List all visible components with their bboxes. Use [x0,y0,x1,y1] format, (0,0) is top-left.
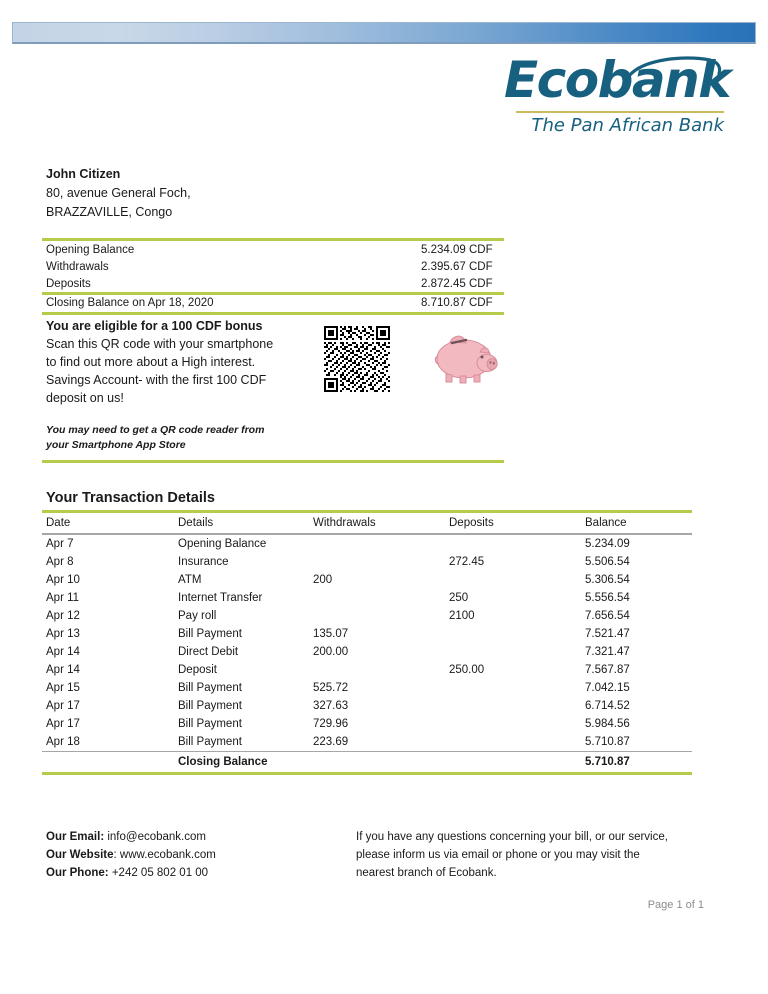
table-row [42,589,692,607]
customer-name: John Citizen [46,167,121,181]
cell-details: Bill Payment [178,735,242,748]
summary-label: Opening Balance [46,243,135,256]
footer-website-value[interactable]: : www.ecobank.com [113,849,216,861]
cell-balance: 7.042.15 [585,681,630,694]
cell-details: Bill Payment [178,699,242,712]
account-summary [42,238,504,315]
logo-tagline: The Pan African Bank [531,115,724,136]
footer-message-line-2: please inform us via email or phone or you may visit the [356,849,640,861]
bonus-bottom-rule [42,460,504,463]
column-header-withdrawals: Withdrawals [313,517,376,529]
cell-date: Apr 15 [46,681,80,694]
cell-details: Direct Debit [178,645,239,658]
cell-date: Apr 8 [46,555,74,568]
cell-balance: 7.521.47 [585,627,630,640]
footer-email-label: Our Email: [46,831,105,843]
cell-balance: 7.321.47 [585,645,630,658]
cell-details: Bill Payment [178,681,242,694]
summary-value: 2.872.45 CDF [421,277,493,290]
summary-row-deposits [42,275,504,292]
cell-date: Apr 14 [46,663,80,676]
footer-email-value[interactable]: info@ecobank.com [107,831,206,843]
cell-date: Apr 17 [46,717,80,730]
footer-website-label: Our Website [46,849,114,861]
bonus-body-line-2: to find out more about a High interest. [46,355,256,369]
cell-deposits: 2100 [449,609,475,622]
summary-value: 2.395.67 CDF [421,260,493,273]
cell-balance: 5.306.54 [585,573,630,586]
cell-balance: 5.556.54 [585,591,630,604]
summary-label: Deposits [46,277,91,290]
cell-balance: 5.234.09 [585,537,630,550]
cell-date: Apr 7 [46,537,74,550]
qr-code-icon[interactable] [324,326,390,392]
table-row [42,679,692,697]
cell-balance: 6.714.52 [585,699,630,712]
customer-address-line-2: BRAZZAVILLE, Congo [46,205,173,219]
logo-underline [516,111,724,113]
cell-withdrawals: 135.07 [313,627,349,640]
table-row [42,625,692,643]
cell-details: Internet Transfer [178,591,263,604]
bonus-heading: You are eligible for a 100 CDF bonus [46,319,263,333]
cell-balance: 7.656.54 [585,609,630,622]
cell-withdrawals: 525.72 [313,681,349,694]
header-gradient-bar [12,22,756,44]
footer-website-line [46,846,356,864]
footer-message-line-3: nearest branch of Ecobank. [356,867,497,879]
column-header-date: Date [46,517,71,529]
page-number: Page 1 of 1 [647,899,704,911]
cell-date: Apr 10 [46,573,80,586]
footer-contact-block [46,828,356,882]
tx-bottom-rule [42,772,692,775]
footer [46,828,726,914]
table-row [42,571,692,589]
table-header-row [42,513,692,533]
cell-deposits: 250 [449,591,469,604]
cell-date: Apr 18 [46,735,80,748]
table-row [42,643,692,661]
cell-deposits: 250.00 [449,663,485,676]
customer-address-block [46,165,191,222]
transaction-details-section [42,490,692,775]
cell-withdrawals: 200.00 [313,645,349,658]
cell-details: Insurance [178,555,229,568]
cell-date: Apr 13 [46,627,80,640]
logo-word-text: Ecobank [504,51,731,109]
cell-withdrawals: 729.96 [313,717,349,730]
table-row [42,607,692,625]
bonus-promo-panel [42,312,504,463]
cell-details: ATM [178,573,202,586]
cell-details: Bill Payment [178,717,242,730]
cell-balance: 5.710.87 [585,735,630,748]
column-header-deposits: Deposits [449,517,494,529]
summary-row-withdrawals [42,258,504,275]
table-row [42,733,692,751]
cell-details: Opening Balance [178,537,267,550]
bonus-body-line-4: deposit on us! [46,391,124,405]
summary-row-closing-balance [42,295,504,312]
closing-balance-value: 5.710.87 [585,756,630,768]
table-row [42,697,692,715]
cell-withdrawals: 223.69 [313,735,349,748]
transaction-details-title: Your Transaction Details [46,490,215,506]
summary-value: 5.234.09 CDF [421,243,493,256]
cell-balance: 7.567.87 [585,663,630,676]
cell-deposits: 272.45 [449,555,485,568]
logo-wordmark [504,51,731,110]
customer-address-line-1: 80, avenue General Foch, [46,186,191,200]
column-header-balance: Balance [585,517,627,529]
bonus-note-line-1: You may need to get a QR code reader from [46,424,265,436]
footer-email-line [46,828,356,846]
summary-row-opening-balance [42,241,504,258]
footer-message-line-1: If you have any questions concerning your bill, or our service, [356,831,668,843]
footer-columns [46,828,726,882]
cell-details: Pay roll [178,609,217,622]
bonus-note-line-2: your Smartphone App Store [46,439,186,451]
cell-balance: 5.506.54 [585,555,630,568]
closing-balance-row [42,752,692,772]
footer-phone-label: Our Phone: [46,867,109,879]
table-row [42,715,692,733]
closing-balance-label: Closing Balance [178,756,268,768]
table-row [42,661,692,679]
cell-date: Apr 11 [46,591,80,604]
cell-details: Bill Payment [178,627,242,640]
ecobank-logo [504,51,731,136]
cell-date: Apr 12 [46,609,80,622]
summary-label: Closing Balance on Apr 18, 2020 [46,297,214,309]
bonus-body-line-3: Savings Account- with the first 100 CDF [46,373,267,387]
piggy-bank-icon [430,328,504,390]
column-header-details: Details [178,517,214,529]
cell-withdrawals: 327.63 [313,699,349,712]
table-row [42,535,692,553]
footer-phone-value: +242 05 802 01 00 [111,867,209,879]
bonus-content [42,312,504,460]
footer-phone-line [46,864,356,882]
summary-label: Withdrawals [46,260,109,273]
footer-message-block [356,828,726,882]
cell-details: Deposit [178,663,217,676]
summary-value: 8.710.87 CDF [421,297,493,309]
cell-balance: 5.984.56 [585,717,630,730]
cell-date: Apr 17 [46,699,80,712]
cell-date: Apr 14 [46,645,80,658]
bonus-body-line-1: Scan this QR code with your smartphone [46,337,274,351]
table-row [42,553,692,571]
cell-withdrawals: 200 [313,573,333,586]
